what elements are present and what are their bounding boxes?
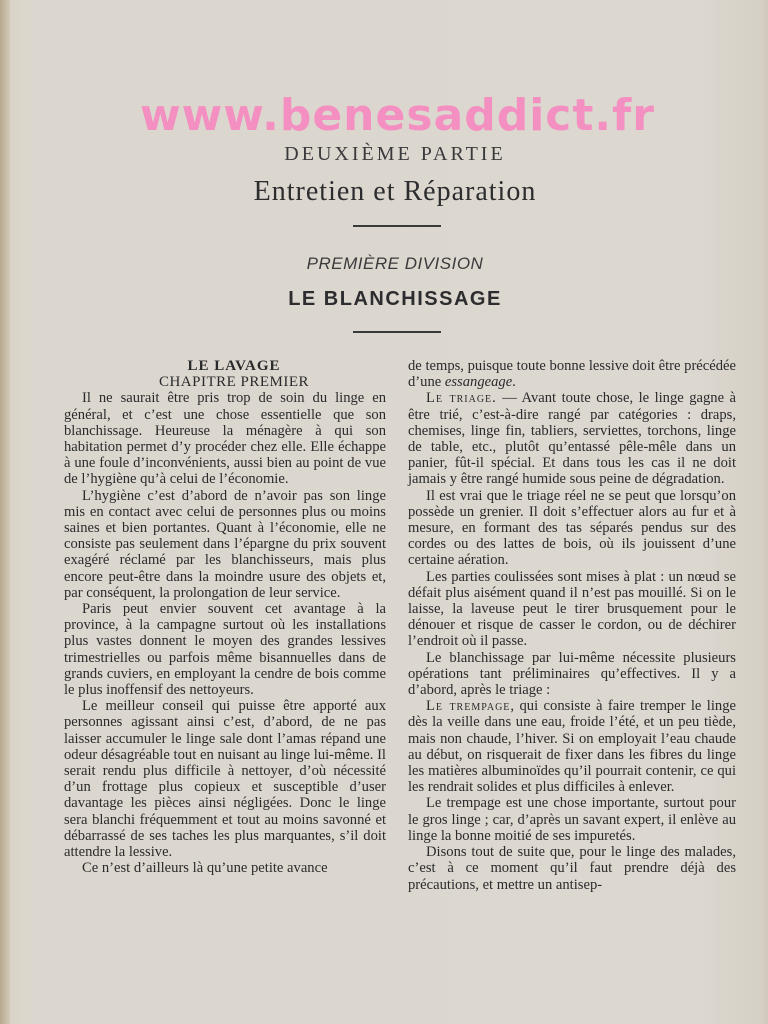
paragraph-continued — [408, 358, 736, 390]
paragraph: Le blanchissage par lui-même nécessite plusieurs opérations tant préliminaires qu’effectives. Il y a d’abord, après le triage : — [408, 649, 736, 699]
right-column — [408, 358, 736, 893]
left-column — [64, 358, 386, 877]
section-divider — [353, 331, 441, 333]
paragraph: L’hygiène c’est d’abord de n’avoir pas son linge mis en contact avec celui de personnes plus ou moins saines et bien portantes. Quant à l’économie, elle ne consiste pas seulement dans l’épargne du prix souvent exagéré réclamé par les blanchisseurs, mais plus encore peut-être dans la moindre usure des objets et, par conséquent, la prolongation de leur service. — [64, 487, 386, 601]
section-title: LE BLANCHISSAGE — [288, 288, 502, 310]
paragraph: Il ne saurait être pris trop de soin du linge en général, et c’est une chose essentielle que son blanchissage. Heureuse la ménagère à qui son habitation permet d’y procéder chez elle. Elle échappe à une foule d’inconvénients, aussi bien au point de vue de l’hygiène qu’à celui de l’économie. — [64, 390, 386, 488]
main-title: Entretien et Réparation — [253, 176, 537, 207]
punctuation: . — [512, 374, 516, 391]
italic-term: essangeage — [444, 374, 513, 391]
chapter-heading: CHAPITRE PREMIER — [158, 374, 310, 391]
run-in-heading-triage: Le triage. — [426, 390, 497, 407]
paragraph: Ce n’est d’ailleurs là qu’une petite avance — [82, 860, 328, 877]
subsection-heading: LE LAVAGE — [187, 358, 281, 374]
paragraph-triage — [408, 390, 736, 487]
paragraph: Disons tout de suite que, pour le linge des malades, c’est à ce moment qu’il faut prendre déjà des précautions, et mettre un antisep- — [408, 844, 736, 893]
title-divider — [353, 225, 441, 227]
run-in-heading-trempage: Le trempage — [426, 698, 511, 715]
division-title: PREMIÈRE DIVISION — [306, 254, 484, 273]
paragraph-text: , qui consiste à faire tremper le linge dès la veille dans une eau, froide l’été, et un peu tiède, mais non chaude, l’hiver. Si on employait l’eau chaude au début, on risquerait de fixer dans les fibres du linge les matières albuminoïdes qu’il pourrait contenir, ce qui les rendrait solides et plus difficiles à enlever. — [408, 698, 736, 796]
paragraph: Il est vrai que le triage réel ne se peut que lorsqu’on possède un grenier. Il doit s’effectuer alors au fur et à mesure, en formant des tas séparés pendus sur des cordes ou des lattes de bois, où ils jouissent d’une certaine aération. — [408, 487, 736, 569]
paragraph-trempage — [408, 698, 736, 795]
watermark: www.benesaddict.fr — [140, 90, 655, 141]
paragraph-text: — Avant toute chose, le linge gagne à être trié, c’est-à-dire rangé par catégories : draps, chemises, linge fin, tabliers, serviettes, torchons, linge de table, etc., plutôt qu’entassé pêle-mêle dans un panier, fût-il spécial. Et dans tous les cas il ne doit jamais y être rangé humide sous peine de dégradation. — [408, 390, 737, 488]
paragraph-text: de temps, puisque toute bonne lessive doit être précédée d’une — [408, 358, 736, 391]
part-title: DEUXIÈME PARTIE — [284, 143, 506, 165]
paragraph: Le meilleur conseil qui puisse être apporté aux personnes agissant ainsi c’est, d’abord, de ne pas laisser accumuler le linge sale dont l’amas répand une odeur désagréable tout en nuisant au linge lui-même. Il serait rendu plus difficile à nettoyer, d’où nécessité d’un frottage plus copieux et susceptible d’user davantage les pièces ainsi négligées. Donc le linge sera blanchi fréquemment et tout au moins savonné et débarrassé de ses taches les plus marquantes, s’il doit attendre la lessive. — [64, 698, 386, 861]
paragraph: Les parties coulissées sont mises à plat : un nœud se défait plus aisément quand il n’est pas mouillé. Si on le laisse, la laveuse peut le tirer brusquement pour le dénouer et risque de casser le cordon, ou de déchirer l’endroit où il passe. — [408, 568, 736, 650]
paragraph: Paris peut envier souvent cet avantage à la province, à la campagne surtout où les installations plus vastes donnent le moyen des grandes lessives trimestrielles ou parfois même bisannuelles dans de grands cuviers, en employant la cendre de bois comme le plus inoffensif des nettoyeurs. — [64, 601, 386, 699]
paragraph: Le trempage est une chose importante, surtout pour le gros linge ; car, d’après un savant expert, il enlève au linge la bonne moitié de ses impuretés. — [408, 795, 736, 844]
